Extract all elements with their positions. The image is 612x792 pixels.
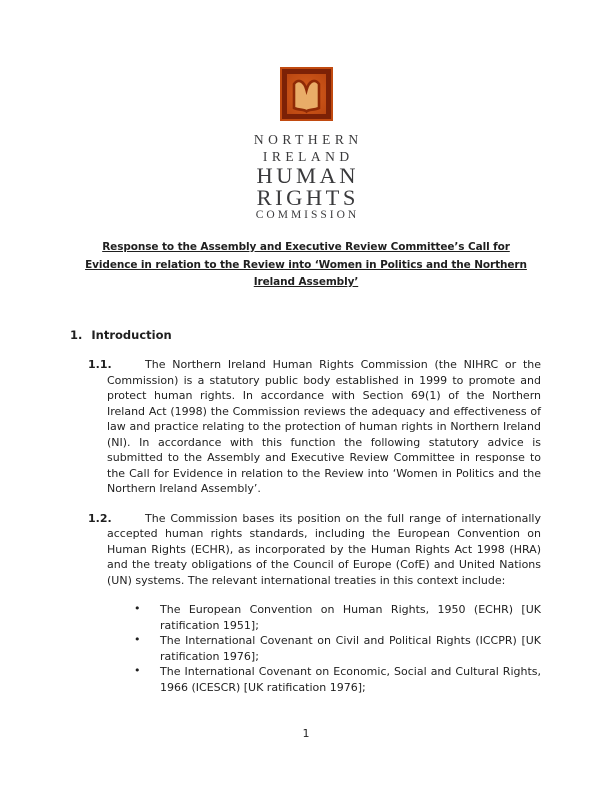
paragraph-1-1 (70, 357, 541, 497)
section-heading-number: 1. (70, 327, 83, 342)
list-item-text: The International Covenant on Economic, Social and Cultural Rights, 1966 (ICESCR) [UK ratification 1976]; (160, 665, 541, 694)
page-number: 1 (302, 727, 310, 740)
list-item-text: The International Covenant on Civil and Political Rights (ICCPR) [UK ratification 1976]; (160, 634, 541, 663)
logo-word-commission: COMMISSION (255, 209, 360, 221)
document-body (70, 328, 541, 696)
section-heading-introduction (70, 328, 541, 344)
list-item-text: The European Convention on Human Rights, 1950 (ECHR) [UK ratification 1951]; (160, 603, 541, 632)
logo-word-ireland: IRELAND (262, 149, 354, 164)
open-book-icon (280, 67, 333, 121)
bullet-icon: • (134, 664, 141, 677)
logo-word-rights: RIGHTS (256, 184, 359, 210)
paragraph-text: The Commission bases its position on the full range of internationally accepted human rights standards, including the European Convention on Human Rights (ECHR), as incorporated by the Human Rights Act 1998 (HRA) and the treaty obligations of the Council of Europe (CofE) and United Nations (UN) systems. The relevant international treaties in this context include: (107, 511, 541, 587)
list-item (70, 602, 541, 633)
bullet-icon: • (134, 633, 141, 646)
paragraph-1-2 (70, 511, 541, 589)
treaty-bullet-list (70, 602, 541, 695)
logo-word-human: HUMAN (256, 163, 359, 188)
section-heading-text: Introduction (91, 327, 172, 342)
list-item (70, 633, 541, 664)
title-line-3: Ireland Assembly’ (253, 276, 359, 288)
paragraph-number: 1.1. (88, 358, 112, 371)
list-item (70, 664, 541, 695)
nihrc-logo (0, 0, 612, 223)
document-title (0, 239, 612, 292)
bullet-icon: • (134, 602, 141, 615)
title-line-2: Evidence in relation to the Review into ‘Women in Politics and the Northern (85, 258, 527, 271)
paragraph-text: The Northern Ireland Human Rights Commission (the NIHRC or the Commission) is a statutory public body established in 1999 to promote and protect human rights. In accordance with Section 69(1) of the Northern Ireland Act (1998) the Commission reviews the adequacy and effectiveness of law and practice relating to the protection of human rights in Northern Ireland (NI). In accordance with this function the following statutory advice is submitted to the Assembly and Executive Review Committee in response to the Call for Evidence in relation to the Review into ‘Women in Politics and the Northern Ireland Assembly’. (107, 358, 541, 495)
logo-word-northern: NORTHERN (253, 132, 363, 147)
title-line-1: Response to the Assembly and Executive Review Committee’s Call for (102, 241, 510, 253)
paragraph-number: 1.2. (88, 511, 112, 525)
